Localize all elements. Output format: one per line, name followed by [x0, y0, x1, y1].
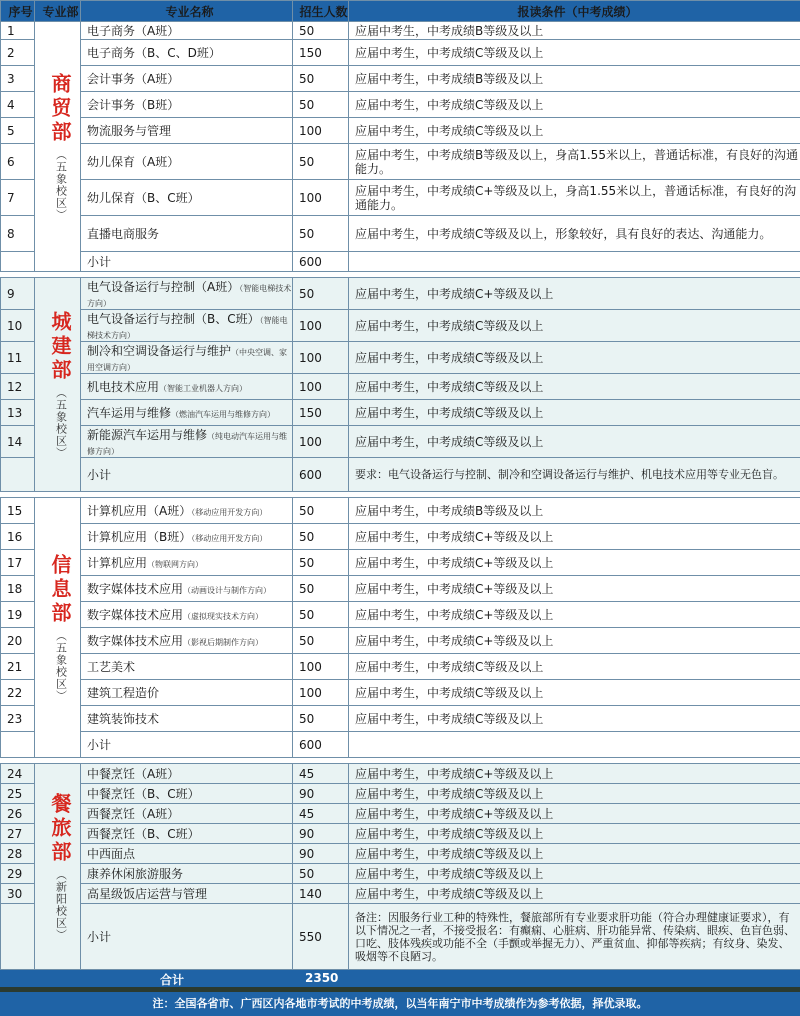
subtotal-quota: 600 [293, 732, 349, 758]
row-seq: 30 [1, 884, 35, 904]
row-seq: 18 [1, 576, 35, 602]
subtotal-label: 小计 [81, 252, 293, 272]
major-name: 建筑装饰技术 [87, 712, 160, 726]
row-condition: 应届中考生，中考成绩C等级及以上 [349, 426, 800, 458]
table-row [1, 92, 800, 118]
dept-name: 商贸部 [48, 72, 72, 145]
row-major [81, 764, 293, 784]
footer-note: 注：全国各省市、广西区内各地市考试的中考成绩，以当年南宁市中考成绩作为参考依据，择优录取。 [0, 992, 800, 1016]
major-direction: （智能电梯技术方向） [87, 316, 288, 340]
row-quota: 50 [293, 498, 349, 524]
row-quota: 100 [293, 310, 349, 342]
table-row [1, 784, 800, 804]
major-name: 电子商务（A班） [87, 24, 180, 38]
table-row [1, 706, 800, 732]
row-condition: 应届中考生，中考成绩C等级及以上 [349, 400, 800, 426]
major-name: 会计事务（A班） [87, 72, 180, 86]
major-name: 物流服务与管理 [87, 124, 172, 138]
header-condition: 报读条件（中考成绩） [349, 1, 800, 22]
major-name: 数字媒体技术应用 [87, 582, 184, 596]
dept-campus: （五象校区） [54, 148, 68, 221]
row-quota: 50 [293, 216, 349, 252]
table-row [1, 550, 800, 576]
row-seq: 4 [1, 92, 35, 118]
row-seq: 9 [1, 278, 35, 310]
row-major [81, 550, 293, 576]
row-condition: 应届中考生，中考成绩C等级及以上 [349, 824, 800, 844]
subtotal-label: 小计 [81, 732, 293, 758]
table-row [1, 884, 800, 904]
major-direction: （燃油汽车运用与维修方向） [171, 410, 276, 419]
row-quota: 50 [293, 576, 349, 602]
major-name: 西餐烹饪（B、C班） [87, 827, 200, 841]
row-major [81, 118, 293, 144]
major-name: 电子商务（B、C、D班） [87, 46, 221, 60]
major-name: 制冷和空调设备运行与维护 [87, 344, 232, 358]
major-direction: （智能电梯技术方向） [87, 284, 292, 308]
dept-name: 城建部 [48, 310, 72, 383]
subtotal-row [1, 458, 800, 492]
major-name: 中西面点 [87, 847, 136, 861]
major-name: 电气设备运行与控制（A班） [87, 280, 240, 294]
row-quota: 90 [293, 784, 349, 804]
row-condition: 应届中考生，中考成绩B等级及以上，身高1.55米以上，普通话标准，有良好的沟通能力。 [349, 144, 800, 180]
row-quota: 50 [293, 524, 349, 550]
row-major [81, 66, 293, 92]
row-quota: 50 [293, 628, 349, 654]
row-seq: 1 [1, 22, 35, 40]
table-header-row [1, 1, 800, 22]
subtotal-seq [1, 732, 35, 758]
major-name: 数字媒体技术应用 [87, 634, 184, 648]
table-row [1, 144, 800, 180]
dept-cell [35, 22, 81, 272]
table-row [1, 310, 800, 342]
grand-total-bar [0, 970, 800, 987]
row-quota: 45 [293, 804, 349, 824]
row-seq: 16 [1, 524, 35, 550]
table-row [1, 66, 800, 92]
row-condition: 应届中考生，中考成绩C等级及以上 [349, 118, 800, 144]
row-seq: 26 [1, 804, 35, 824]
row-condition: 应届中考生，中考成绩C等级及以上 [349, 706, 800, 732]
subtotal-note [349, 252, 800, 272]
subtotal-label: 小计 [81, 904, 293, 970]
row-seq: 21 [1, 654, 35, 680]
row-major [81, 524, 293, 550]
major-direction: （纯电动汽车运用与维修方向） [87, 432, 288, 456]
major-name: 工艺美术 [87, 660, 136, 674]
table-row [1, 628, 800, 654]
row-quota: 90 [293, 824, 349, 844]
table-row [1, 278, 800, 310]
table-body [1, 22, 800, 970]
row-quota: 50 [293, 864, 349, 884]
row-seq: 28 [1, 844, 35, 864]
table-row [1, 824, 800, 844]
row-quota: 100 [293, 654, 349, 680]
row-condition: 应届中考生，中考成绩C+等级及以上 [349, 602, 800, 628]
dept-campus: （五象校区） [54, 386, 68, 459]
table-row [1, 40, 800, 66]
row-quota: 150 [293, 40, 349, 66]
row-seq: 8 [1, 216, 35, 252]
major-name: 康养休闲旅游服务 [87, 867, 184, 881]
major-direction: （物联网方向） [147, 560, 204, 569]
row-quota: 150 [293, 400, 349, 426]
row-major [81, 680, 293, 706]
row-quota: 50 [293, 706, 349, 732]
row-seq: 6 [1, 144, 35, 180]
subtotal-seq [1, 904, 35, 970]
subtotal-row [1, 732, 800, 758]
table-row [1, 374, 800, 400]
subtotal-row [1, 252, 800, 272]
row-major [81, 278, 293, 310]
table-row [1, 498, 800, 524]
major-name: 建筑工程造价 [87, 686, 160, 700]
major-name: 幼儿保育（A班） [87, 155, 180, 169]
row-major [81, 310, 293, 342]
row-quota: 90 [293, 844, 349, 864]
row-condition: 应届中考生，中考成绩C等级及以上 [349, 40, 800, 66]
row-quota: 100 [293, 118, 349, 144]
major-name: 电气设备运行与控制（B、C班） [87, 312, 260, 326]
row-seq: 5 [1, 118, 35, 144]
row-major [81, 40, 293, 66]
row-condition: 应届中考生，中考成绩C等级及以上 [349, 374, 800, 400]
table-row [1, 426, 800, 458]
major-name: 计算机应用（A班） [87, 504, 192, 518]
subtotal-note: 要求：电气设备运行与控制、制冷和空调设备运行与维护、机电技术应用等专业无色盲。 [349, 458, 800, 492]
grand-total-value: 2350 [305, 971, 339, 985]
major-direction: （移动应用开发方向） [191, 508, 268, 517]
table-row [1, 680, 800, 706]
row-major [81, 884, 293, 904]
row-seq: 20 [1, 628, 35, 654]
table-row [1, 180, 800, 216]
dept-cell [35, 498, 81, 758]
subtotal-row [1, 904, 800, 970]
subtotal-quota: 600 [293, 252, 349, 272]
table-row [1, 864, 800, 884]
table-row [1, 22, 800, 40]
row-major [81, 824, 293, 844]
header-major: 专业名称 [81, 1, 293, 22]
row-quota: 100 [293, 680, 349, 706]
major-name: 汽车运用与维修 [87, 406, 172, 420]
dept-campus: （新阳校区） [54, 868, 68, 941]
table-row [1, 342, 800, 374]
row-condition: 应届中考生，中考成绩B等级及以上 [349, 22, 800, 40]
row-major [81, 400, 293, 426]
major-direction: （移动应用开发方向） [191, 534, 268, 543]
row-major [81, 576, 293, 602]
table-row [1, 216, 800, 252]
row-major [81, 180, 293, 216]
major-name: 西餐烹饪（A班） [87, 807, 180, 821]
row-condition: 应届中考生，中考成绩C等级及以上 [349, 310, 800, 342]
dept-cell [35, 764, 81, 970]
major-direction: （虚拟现实技术方向） [183, 612, 264, 621]
major-name: 新能源汽车运用与维修 [87, 428, 208, 442]
subtotal-note [349, 732, 800, 758]
row-major [81, 628, 293, 654]
row-condition: 应届中考生，中考成绩C等级及以上 [349, 680, 800, 706]
row-quota: 100 [293, 374, 349, 400]
table-row [1, 576, 800, 602]
subtotal-note: 备注：因服务行业工种的特殊性，餐旅部所有专业要求肝功能（符合办理健康证要求），有以下情况之一者，不接受报名：有癫痫、心脏病、肝功能异常、传染病、眼疾、色盲色弱、口吃、肢体残疾或功能不全（手颤或举握无力）、严重贫血、抑郁等疾病；有纹身、染发、吸烟等不良陋习。 [349, 904, 800, 970]
row-major [81, 804, 293, 824]
row-major [81, 706, 293, 732]
row-condition: 应届中考生，中考成绩C+等级及以上，身高1.55米以上，普通话标准，有良好的沟通能力。 [349, 180, 800, 216]
row-major [81, 216, 293, 252]
row-seq: 25 [1, 784, 35, 804]
row-quota: 100 [293, 342, 349, 374]
dept-cell [35, 278, 81, 492]
table-row [1, 844, 800, 864]
row-quota: 50 [293, 144, 349, 180]
row-major [81, 92, 293, 118]
major-direction: （智能工业机器人方向） [159, 384, 248, 393]
row-quota: 50 [293, 92, 349, 118]
header-quota: 招生人数 [293, 1, 349, 22]
row-quota: 50 [293, 22, 349, 40]
subtotal-quota: 550 [293, 904, 349, 970]
row-major [81, 784, 293, 804]
row-seq: 14 [1, 426, 35, 458]
row-seq: 19 [1, 602, 35, 628]
row-quota: 50 [293, 550, 349, 576]
row-condition: 应届中考生，中考成绩C等级及以上，形象较好，具有良好的表达、沟通能力。 [349, 216, 800, 252]
row-major [81, 342, 293, 374]
subtotal-quota: 600 [293, 458, 349, 492]
row-seq: 13 [1, 400, 35, 426]
table-row [1, 804, 800, 824]
table-row [1, 654, 800, 680]
row-condition: 应届中考生，中考成绩C+等级及以上 [349, 804, 800, 824]
row-quota: 50 [293, 278, 349, 310]
table-row [1, 602, 800, 628]
row-condition: 应届中考生，中考成绩C+等级及以上 [349, 278, 800, 310]
row-seq: 3 [1, 66, 35, 92]
row-quota: 50 [293, 602, 349, 628]
major-name: 数字媒体技术应用 [87, 608, 184, 622]
row-quota: 50 [293, 66, 349, 92]
row-seq: 11 [1, 342, 35, 374]
table-row [1, 524, 800, 550]
row-condition: 应届中考生，中考成绩C等级及以上 [349, 844, 800, 864]
major-name: 会计事务（B班） [87, 98, 180, 112]
major-name: 直播电商服务 [87, 227, 160, 241]
major-name: 中餐烹饪（B、C班） [87, 787, 200, 801]
table-row [1, 118, 800, 144]
row-major [81, 426, 293, 458]
row-seq: 22 [1, 680, 35, 706]
row-quota: 45 [293, 764, 349, 784]
major-name: 中餐烹饪（A班） [87, 767, 180, 781]
row-seq: 15 [1, 498, 35, 524]
dept-name: 餐旅部 [48, 792, 72, 865]
row-condition: 应届中考生，中考成绩C等级及以上 [349, 864, 800, 884]
dept-name: 信息部 [48, 553, 72, 626]
row-seq: 27 [1, 824, 35, 844]
table-row [1, 764, 800, 784]
row-condition: 应届中考生，中考成绩C等级及以上 [349, 884, 800, 904]
table-row [1, 400, 800, 426]
row-condition: 应届中考生，中考成绩C等级及以上 [349, 92, 800, 118]
row-condition: 应届中考生，中考成绩B等级及以上 [349, 66, 800, 92]
row-seq: 24 [1, 764, 35, 784]
row-major [81, 602, 293, 628]
row-major [81, 22, 293, 40]
row-condition: 应届中考生，中考成绩C等级及以上 [349, 654, 800, 680]
row-major [81, 654, 293, 680]
row-major [81, 498, 293, 524]
row-major [81, 144, 293, 180]
major-direction: （中央空调、家用空调方向） [87, 348, 288, 372]
row-condition: 应届中考生，中考成绩C+等级及以上 [349, 524, 800, 550]
row-quota: 140 [293, 884, 349, 904]
row-seq: 10 [1, 310, 35, 342]
row-seq: 23 [1, 706, 35, 732]
row-seq: 17 [1, 550, 35, 576]
grand-total-label: 合计 [160, 973, 185, 987]
row-condition: 应届中考生，中考成绩B等级及以上 [349, 498, 800, 524]
row-seq: 12 [1, 374, 35, 400]
header-seq: 序号 [1, 1, 35, 22]
row-condition: 应届中考生，中考成绩C+等级及以上 [349, 764, 800, 784]
major-name: 计算机应用（B班） [87, 530, 192, 544]
row-seq: 29 [1, 864, 35, 884]
major-name: 高星级饭店运营与管理 [87, 887, 208, 901]
row-quota: 100 [293, 180, 349, 216]
subtotal-seq [1, 252, 35, 272]
row-condition: 应届中考生，中考成绩C等级及以上 [349, 342, 800, 374]
header-dept: 专业部 [35, 1, 81, 22]
subtotal-seq [1, 458, 35, 492]
major-name: 机电技术应用 [87, 380, 160, 394]
row-major [81, 844, 293, 864]
row-condition: 应届中考生，中考成绩C+等级及以上 [349, 576, 800, 602]
row-condition: 应届中考生，中考成绩C+等级及以上 [349, 550, 800, 576]
row-major [81, 374, 293, 400]
row-major [81, 864, 293, 884]
row-seq: 2 [1, 40, 35, 66]
row-seq: 7 [1, 180, 35, 216]
row-condition: 应届中考生，中考成绩C等级及以上 [349, 784, 800, 804]
dept-campus: （五象校区） [54, 629, 68, 702]
row-condition: 应届中考生，中考成绩C+等级及以上 [349, 628, 800, 654]
major-name: 计算机应用 [87, 556, 148, 570]
row-quota: 100 [293, 426, 349, 458]
major-direction: （动画设计与制作方向） [183, 586, 272, 595]
major-name: 幼儿保育（B、C班） [87, 191, 200, 205]
subtotal-label: 小计 [81, 458, 293, 492]
major-direction: （影视后期制作方向） [183, 638, 264, 647]
